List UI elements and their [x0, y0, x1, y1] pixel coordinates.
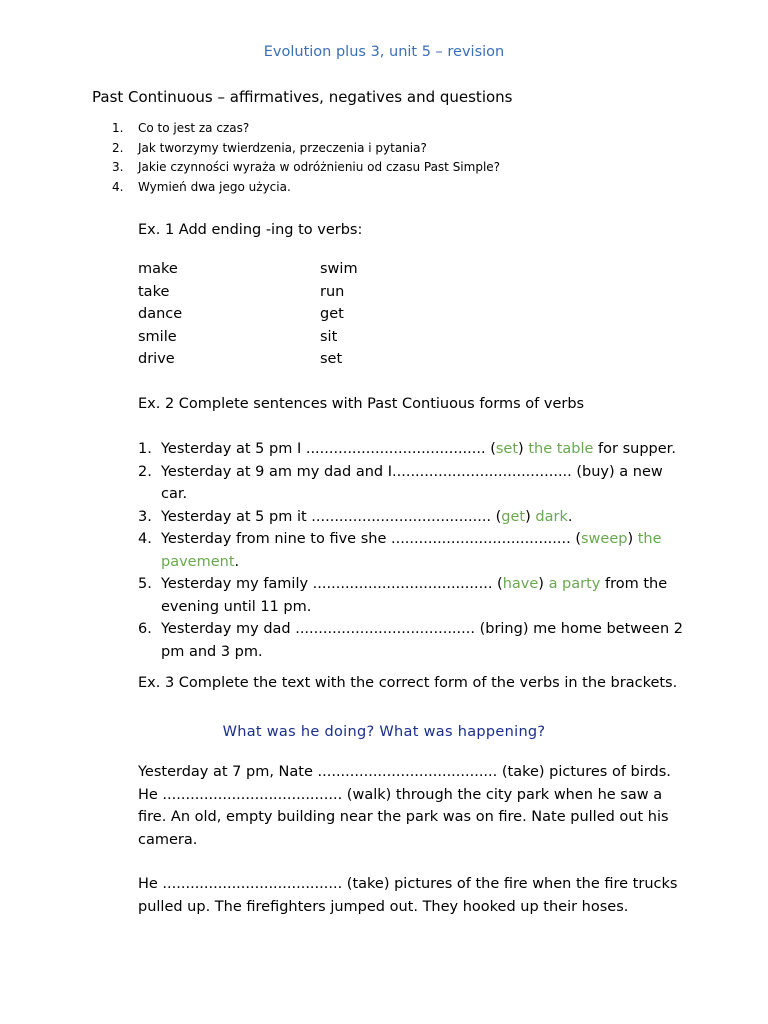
ex3-paragraph-2: He ....................................... (take) pictures of the fire when the fire trucks pulled up. The firefighters jumped out. They hooked up their hoses. [138, 876, 678, 915]
verb-item: make [138, 261, 178, 277]
verb-item: set [320, 351, 343, 367]
object-hint: a party [548, 576, 601, 592]
sentence-part: ) [538, 576, 549, 592]
ex3-heading: Ex. 3 Complete the text with the correct form of the verbs in the brackets. [138, 675, 678, 691]
sentence-text: Yesterday my dad ....................................... (bring) me home between 2 pm and 3 pm. [161, 621, 683, 660]
section-heading: Past Continuous – affirmatives, negatives and questions [92, 88, 513, 106]
verb-item: drive [138, 351, 175, 367]
object-hint: the table [528, 441, 594, 457]
sentence-number: 1. [138, 441, 152, 457]
sentence-part: Yesterday my family ....................................... ( [161, 576, 503, 592]
sentence-number: 6. [138, 621, 152, 637]
question-text: Jak tworzymy twierdzenia, przeczenia i pytania? [138, 140, 427, 155]
ex3-paragraph-1: Yesterday at 7 pm, Nate ....................................... (take) pictures of birds. He ....................................... (walk) through the city park when he saw a fire. An old, empty building near the park was on fire. Nate pulled out his camera. [138, 764, 671, 848]
sentence-item [138, 438, 683, 461]
verb-item: run [320, 283, 345, 300]
sentence-part: ) [525, 508, 536, 525]
question-number: 2. [112, 140, 124, 155]
sentence-part: Yesterday at 5 pm it ....................................... ( [161, 508, 502, 525]
sentence-part: . [234, 553, 240, 570]
ex1-verbs-left [138, 258, 182, 371]
verb-item: get [320, 306, 344, 322]
question-item [112, 139, 500, 159]
sentence-part: for supper. [593, 441, 676, 457]
sentence-text: Yesterday at 9 am my dad and I....................................... (buy) a new car. [161, 463, 663, 502]
ex3-subtitle: What was he doing? What was happening? [222, 724, 546, 740]
object-hint: dark [535, 508, 568, 525]
sentence-text [161, 573, 683, 618]
sentence-number: 4. [138, 531, 152, 547]
verb-hint: sweep [581, 531, 628, 547]
sentence-part: . [567, 508, 573, 525]
verb-item: take [138, 283, 170, 300]
sentence-text [161, 506, 683, 529]
verb-item: sit [320, 328, 338, 345]
sentence-part: Yesterday at 5 pm I ....................................... ( [161, 441, 496, 457]
question-item [112, 178, 500, 198]
sentence-number: 3. [138, 508, 152, 525]
sentence-item [138, 528, 683, 573]
question-number: 3. [112, 160, 124, 174]
verb-item: dance [138, 306, 183, 322]
sentence-part: from the evening until 11 pm. [161, 576, 668, 615]
verb-hint: have [502, 576, 539, 592]
sentence-item [138, 506, 683, 529]
question-text: Jakie czynności wyraża w odróżnieniu od czasu Past Simple? [138, 160, 501, 174]
question-text: Co to jest za czas? [138, 121, 250, 135]
question-number: 1. [112, 121, 124, 135]
sentence-item [138, 618, 683, 663]
sentence-number: 5. [138, 576, 152, 592]
ex2-heading: Ex. 2 Complete sentences with Past Contiuous forms of verbs [138, 396, 585, 412]
sentence-number: 2. [138, 463, 152, 480]
verb-item: smile [138, 328, 177, 345]
sentence-part: Yesterday from nine to five she ....................................... ( [161, 531, 581, 547]
object-hint: the pavement [161, 531, 662, 570]
sentence-item [138, 461, 683, 506]
ex1-heading: Ex. 1 Add ending -ing to verbs: [138, 222, 363, 238]
ex1-verbs-right [320, 258, 358, 371]
question-number: 4. [112, 179, 124, 194]
sentence-text [161, 438, 683, 461]
question-item [112, 119, 500, 139]
verb-hint: set [495, 441, 519, 457]
document-title: Evolution plus 3, unit 5 – revision [263, 44, 505, 60]
sentence-item [138, 573, 683, 618]
ex2-sentence-list [138, 438, 683, 663]
sentence-part: ) [627, 531, 638, 547]
sentence-text [161, 528, 683, 573]
sentence-part: ) [518, 441, 529, 457]
question-text: Wymień dwa jego użycia. [138, 179, 291, 194]
verb-hint: get [501, 508, 526, 525]
question-list [112, 119, 500, 197]
verb-item: swim [320, 261, 358, 277]
question-item [112, 158, 500, 178]
